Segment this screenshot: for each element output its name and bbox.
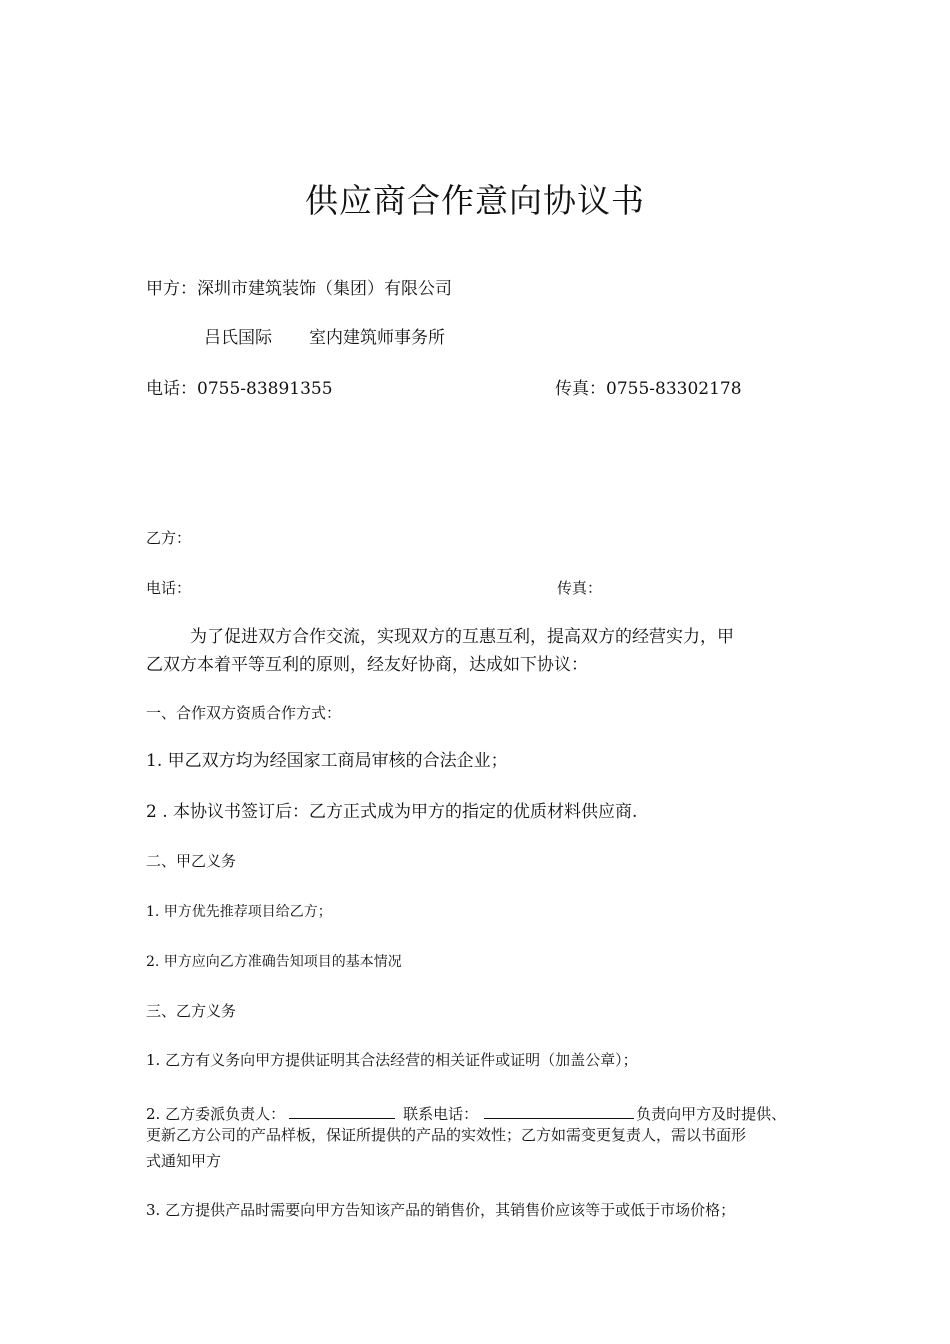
section-1-heading: 一、合作双方资质合作方式： [146, 704, 342, 722]
section-2-item-1: 1. 甲方优先推荐项目给乙方； [146, 904, 332, 920]
section-3-item-2 [146, 1103, 786, 1122]
intro-line-1: 为了促进双方合作交流，实现双方的互惠互利，提高双方的经营实力，甲 [190, 627, 734, 647]
party-a-brand: 吕氏国际 [204, 328, 272, 348]
section-3-item-2-line-3: 式通知甲方 [146, 1152, 222, 1170]
section-2-item-2: 2. 甲方应向乙方准确告知项目的基本情况 [146, 954, 402, 970]
section-3-item-2-label: 2. 乙方委派负责人： [146, 1105, 286, 1123]
party-a-office: 室内建筑师事务所 [309, 328, 445, 348]
section-1-item-2: 2 . 本协议书签订后：乙方正式成为甲方的指定的优质材料供应商. [146, 802, 638, 822]
document-title: 供应商合作意向协议书 [305, 181, 645, 220]
party-b-phone: 电话： [146, 579, 192, 597]
section-3-item-2-phone-label: 联系电话： [403, 1105, 479, 1123]
section-1-item-1: 1. 甲乙双方均为经国家工商局审核的合法企业； [146, 751, 508, 771]
section-3-item-2-tail: 负责向甲方及时提供、 [636, 1105, 787, 1123]
section-2-heading: 二、甲乙义务 [146, 852, 237, 870]
intro-line-2: 乙双方本着平等互利的原则，经友好协商，达成如下协议： [146, 655, 588, 675]
party-b-fax: 传真： [557, 579, 603, 597]
party-a-name: 甲方：深圳市建筑装饰（集团）有限公司 [146, 279, 452, 299]
contact-phone-blank [484, 1103, 634, 1119]
section-3-item-3: 3. 乙方提供产品时需要向甲方告知该产品的销售价，其销售价应该等于或低于市场价格； [146, 1201, 736, 1219]
party-a-phone: 电话：0755-83891355 [146, 379, 333, 399]
party-b-label: 乙方： [146, 529, 192, 547]
section-3-item-1: 1. 乙方有义务向甲方提供证明其合法经营的相关证件或证明（加盖公章）； [146, 1051, 638, 1069]
responsible-person-blank [289, 1103, 395, 1119]
party-a-fax: 传真：0755-83302178 [555, 379, 742, 399]
section-3-heading: 三、乙方义务 [146, 1002, 237, 1020]
section-3-item-2-line-2: 更新乙方公司的产品样板，保证所提供的产品的实效性；乙方如需变更复责人，需以书面形 [146, 1126, 747, 1144]
